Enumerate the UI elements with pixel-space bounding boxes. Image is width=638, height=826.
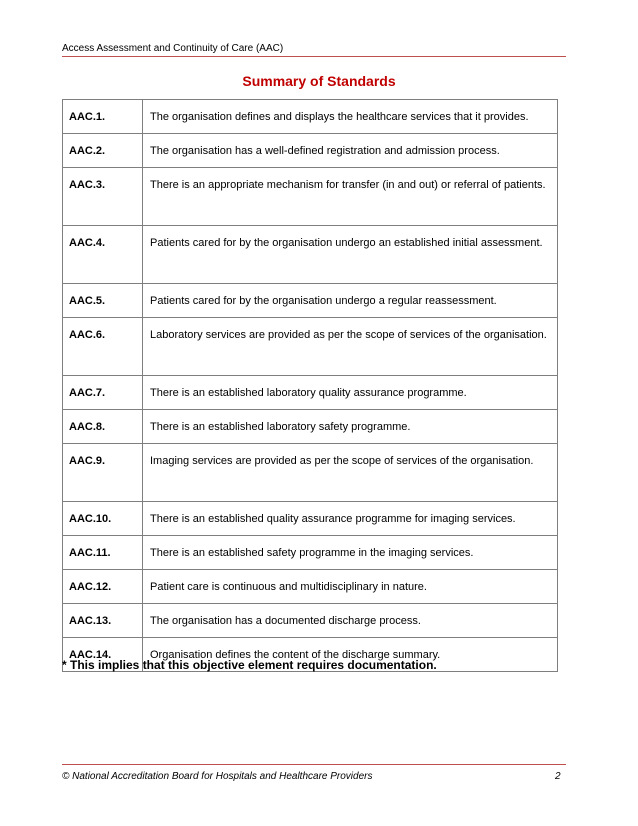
standard-code: AAC.10. <box>69 513 112 525</box>
running-header: Access Assessment and Continuity of Care (AAC) <box>62 43 284 54</box>
standard-code: AAC.3. <box>69 179 106 191</box>
standards-table <box>62 99 558 672</box>
standard-code: AAC.11. <box>69 547 111 559</box>
standard-text: The organisation has a well-defined registration and admission process. <box>150 145 500 157</box>
table-row <box>63 570 558 604</box>
standard-code: AAC.6. <box>69 329 106 341</box>
standard-code: AAC.9. <box>69 455 106 467</box>
table-row <box>63 444 558 502</box>
standard-text: Patients cared for by the organisation undergo a regular reassessment. <box>150 295 497 307</box>
footer-rule <box>62 764 566 765</box>
table-row <box>63 134 558 168</box>
standard-code: AAC.7. <box>69 387 106 399</box>
standard-text: There is an established safety programme in the imaging services. <box>150 547 474 559</box>
standard-text: Organisation defines the content of the discharge summary. <box>150 649 441 661</box>
standard-text: The organisation has a documented discharge process. <box>150 615 421 627</box>
standard-text: Patients cared for by the organisation undergo an established initial assessment. <box>150 237 543 249</box>
standard-text: Imaging services are provided as per the scope of services of the organisation. <box>150 455 534 467</box>
table-row <box>63 284 558 318</box>
standard-text: There is an established laboratory safety programme. <box>150 421 411 433</box>
table-row <box>63 502 558 536</box>
standard-text: Patient care is continuous and multidisciplinary in nature. <box>150 581 427 593</box>
standard-text: There is an established quality assurance programme for imaging services. <box>150 513 516 525</box>
standard-code: AAC.12. <box>69 581 112 593</box>
documentation-footnote: * This implies that this objective element requires documentation. <box>62 658 437 672</box>
table-row <box>63 410 558 444</box>
table-row <box>63 226 558 284</box>
standard-code: AAC.8. <box>69 421 106 433</box>
standard-code: AAC.5. <box>69 295 106 307</box>
standard-code: AAC.4. <box>69 237 106 249</box>
standard-code: AAC.1. <box>69 111 106 123</box>
standard-text: The organisation defines and displays the healthcare services that it provides. <box>150 111 529 123</box>
standard-code: AAC.13. <box>69 615 112 627</box>
table-row <box>63 536 558 570</box>
page-title: Summary of Standards <box>242 73 396 89</box>
header-rule <box>62 56 566 57</box>
table-row <box>63 604 558 638</box>
table-row <box>63 100 558 134</box>
standard-code: AAC.2. <box>69 145 106 157</box>
copyright-footer: © National Accreditation Board for Hospitals and Healthcare Providers <box>62 771 373 782</box>
table-row <box>63 168 558 226</box>
standard-text: Laboratory services are provided as per the scope of services of the organisation. <box>150 329 547 341</box>
page-number: 2 <box>555 771 561 782</box>
standard-text: There is an established laboratory quality assurance programme. <box>150 387 467 399</box>
table-row <box>63 318 558 376</box>
table-row <box>63 376 558 410</box>
standard-code: AAC.14. <box>69 649 112 661</box>
standard-text: There is an appropriate mechanism for transfer (in and out) or referral of patients. <box>150 179 546 191</box>
